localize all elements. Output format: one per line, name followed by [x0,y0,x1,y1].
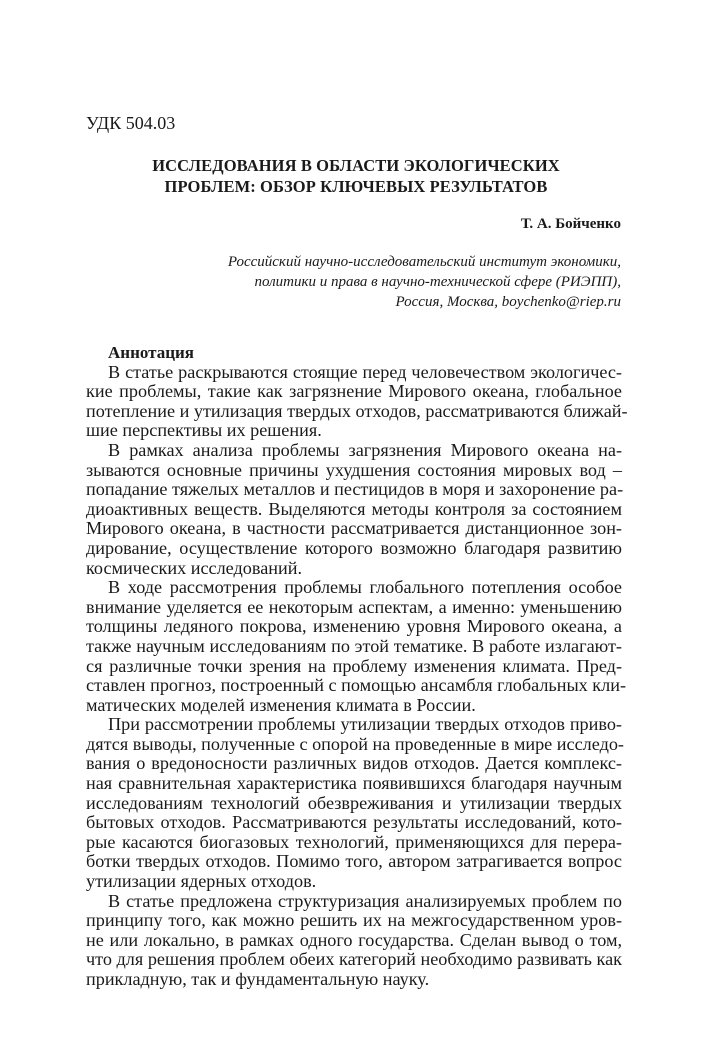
text-line: прикладную, так и фундаментальную науку. [86,969,430,989]
text-line: внимание уделяется ее некоторым аспектам, а именно: уменьшению [86,596,622,617]
title-line: ИССЛЕДОВАНИЯ В ОБЛАСТИ ЭКОЛОГИЧЕСКИХ [152,156,560,175]
text-line: ная сравнительная характеристика появившихся благодаря научным [86,773,622,794]
text-line: утилизации ядерных отходов. [86,871,317,892]
text-line: вания о вредоносности различных видов отходов. Дается комплекс- [86,753,622,774]
text-line: В рамках анализа проблемы загрязнения Мирового океана на- [108,439,622,460]
text-line: толщины ледяного покрова, изменению уровня Мирового океана, а [86,616,622,637]
text-line: В статье раскрываются стоящие перед человечеством экологичес- [108,361,622,382]
text-line: не или локально, в рамках одного государства. Сделан вывод о том, [86,929,622,950]
author-name: Т. А. Бойченко [520,216,621,232]
text-line: бытовых отходов. Рассматриваются результаты исследований, кото- [86,812,622,833]
text-line: Мирового океана, в частности рассматривается дистанционное зон- [86,518,622,539]
abstract-paragraph [86,892,622,990]
abstract-paragraph [86,577,627,715]
abstract-heading: Аннотация [108,343,194,362]
author-affiliation [228,252,621,312]
title-line: ПРОБЛЕМ: ОБЗОР КЛЮЧЕВЫХ РЕЗУЛЬТАТОВ [164,177,548,196]
article-title [86,155,626,197]
text-line: что для решения проблем обеих категорий необходимо развивать как [86,949,622,970]
text-line: зываются основные причины ухудшения состояния мировых вод – [86,459,622,480]
text-line: В статье предложена структуризация анализируемых проблем по [108,890,622,911]
text-line: В ходе рассмотрения проблемы глобального потепления особое [108,577,622,598]
text-line: исследованиям технологий обезвреживания и утилизации твердых [86,792,622,813]
text-line: потепление и утилизация твердых отходов, рассматриваются ближай- [86,400,628,421]
text-line: матических моделей изменения климата в России. [86,694,476,715]
abstract-paragraph [86,441,622,578]
text-line: принципу того, как можно решить их на межгосударственном уров- [86,910,622,931]
abstract-paragraph [86,361,628,441]
text-line: ботки твердых отходов. Помимо того, автором затрагивается вопрос [86,851,622,872]
udk-code: УДК 504.03 [86,113,176,133]
text-line: космических исследований. [86,557,303,578]
text-line: шие перспективы их решения. [86,420,322,441]
affiliation-line: Российский научно-исследовательский институт экономики, [227,254,621,270]
affiliation-line: политики и права в научно-технической сфере (РИЭПП), [254,274,621,290]
text-line: кие проблемы, такие как загрязнение Мирового океана, глобальное [86,381,622,402]
text-line: попадание тяжелых металлов и пестицидов в моря и захоронение ра- [86,479,624,500]
text-line: ставлен прогноз, построенный с помощью ансамбля глобальных кли- [86,675,627,696]
abstract-section [86,343,628,990]
text-line: диоактивных веществ. Выделяются методы контроля за состоянием [86,498,622,519]
text-line: также научным исследованиям по этой тематике. В работе излагают- [86,635,622,656]
affiliation-line: Россия, Москва, boychenko@riep.ru [395,294,621,310]
text-line: рые касаются биогазовых технологий, применяющихся для перера- [86,831,622,852]
text-line: При рассмотрении проблемы утилизации твердых отходов приво- [108,714,622,735]
text-line: дирование, осуществление которого возможно благодаря развитию [86,537,622,558]
abstract-paragraph [86,715,622,891]
text-line: дятся выводы, полученные с опорой на проведенные в мире исследо- [86,733,624,754]
text-line: ся различные точки зрения на проблему изменения климата. Пред- [86,655,622,676]
